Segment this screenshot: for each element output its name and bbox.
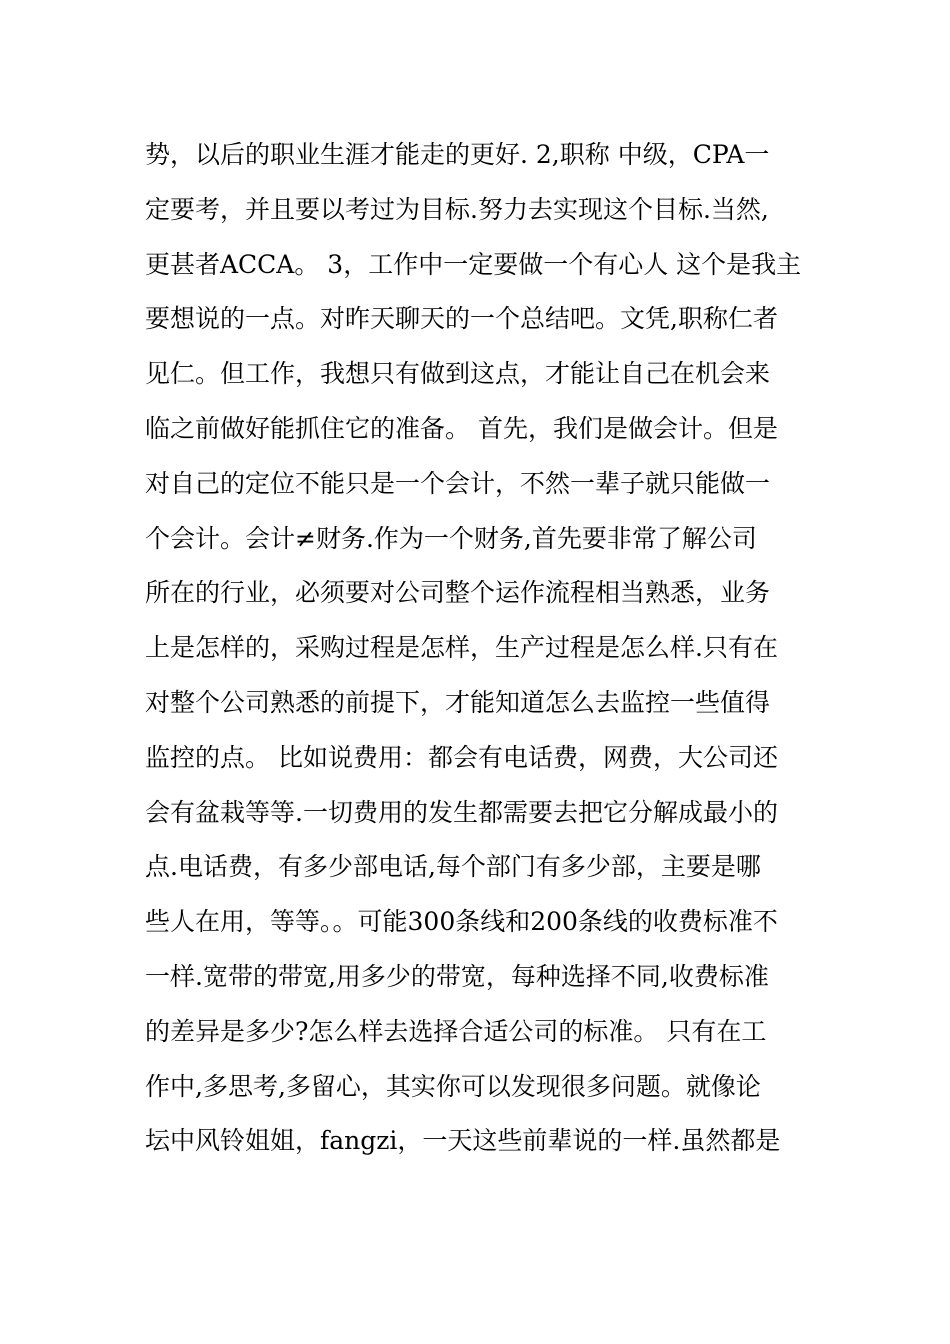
text-line-9: 所在的行业，必须要对公司整个运作流程相当熟悉，业务 [145, 578, 771, 608]
text-line-18: 作中,多思考,多留心，其实你可以发现很多问题。就像论 [145, 1071, 761, 1101]
text-line-4: 要想说的一点。对昨天聊天的一个总结吧。文凭,职称仁者 [145, 304, 778, 334]
body-paragraph [145, 128, 815, 1169]
text-line-5: 见仁。但工作，我想只有做到这点，才能让自己在机会来 [145, 359, 771, 389]
text-line-12: 监控的点。 比如说费用：都会有电话费，网费，大公司还 [145, 742, 778, 772]
text-line-14: 点.电话费，有多少部电话,每个部门有多少部，主要是哪 [145, 852, 761, 882]
text-line-10: 上是怎样的，采购过程是怎样，生产过程是怎么样.只有在 [145, 633, 778, 663]
text-line-8: 个会计。会计≠财务.作为一个财务,首先要非常了解公司 [145, 523, 757, 553]
text-line-19: 坛中风铃姐姐，fangzi，一天这些前辈说的一样.虽然都是 [145, 1126, 781, 1156]
text-line-2: 定要考，并且要以考过为目标.努力去实现这个目标.当然, [145, 194, 769, 224]
text-line-17: 的差异是多少?怎么样去选择合适公司的标准。 只有在工 [145, 1016, 767, 1046]
text-line-13: 会有盆栽等等.一切费用的发生都需要去把它分解成最小的 [145, 797, 778, 827]
text-line-15: 些人在用，等等。。可能300条线和200条线的收费标准不 [145, 907, 778, 937]
text-line-6: 临之前做好能抓住它的准备。 首先，我们是做会计。但是 [145, 413, 778, 443]
text-line-11: 对整个公司熟悉的前提下，才能知道怎么去监控一些值得 [145, 687, 771, 717]
text-line-7: 对自己的定位不能只是一个会计，不然一辈子就只能做一 [145, 468, 771, 498]
text-line-1: 势，以后的职业生涯才能走的更好. 2,职称 中级，CPA一 [145, 140, 770, 169]
text-line-16: 一样.宽带的带宽,用多少的带宽，每种选择不同,收费标准 [145, 961, 769, 991]
text-line-3: 更甚者ACCA。 3，工作中一定要做一个有心人 这个是我主 [145, 249, 802, 279]
